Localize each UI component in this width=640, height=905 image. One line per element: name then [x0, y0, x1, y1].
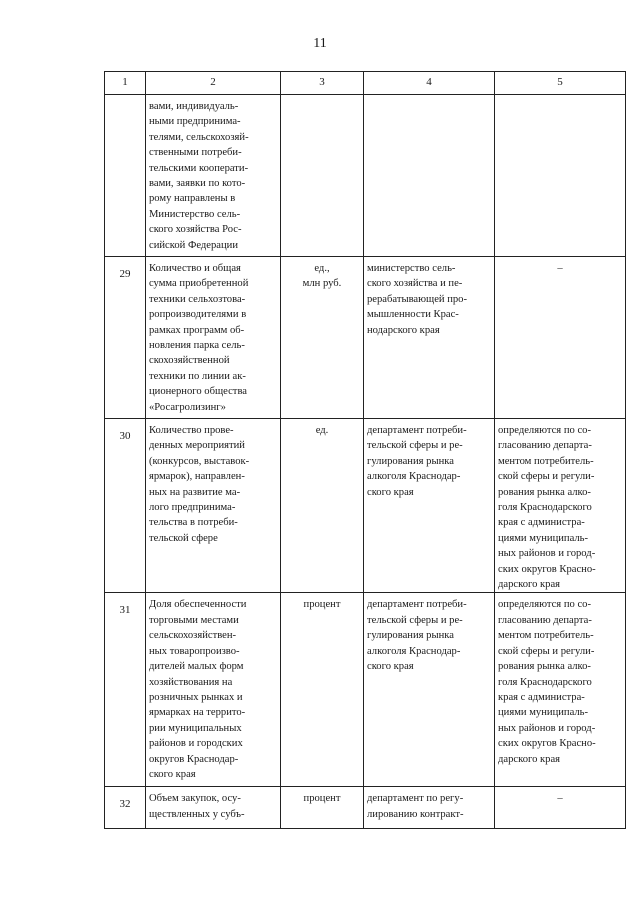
table-row: [105, 593, 626, 787]
row-number: 32: [105, 787, 146, 829]
row-number: 29: [105, 257, 146, 419]
method-cell: [495, 257, 626, 419]
indicator-cell: Количество и общая сумма приобретенной техники сельхозтова- ропроизводителями в рамках программ об- новления парка сель- скохозяйственной техники по линии ак- ционерного общества «Росагролизинг»: [146, 257, 281, 419]
source-cell: департамент потреби- тельской сферы и ре- гулирования рынка алкоголя Краснодар- ского края: [364, 419, 495, 593]
unit-cell: процент: [281, 593, 364, 787]
table-row: [105, 257, 626, 419]
unit-cell: ед., млн руб.: [281, 257, 364, 419]
header-col-2: 2: [146, 72, 281, 95]
table-row: [105, 787, 626, 829]
indicator-cell: Количество прове- денных мероприятий (конкурсов, выставок- ярмарок), направлен- ных на развитие ма- лого предпринима- тельства в потреби- тельской сфере: [146, 419, 281, 593]
method-cell: [495, 787, 626, 829]
header-col-3: 3: [281, 72, 364, 95]
row-number: 31: [105, 593, 146, 787]
method-cell: определяются по со- гласованию департа- ментом потребитель- ской сферы и регули- рования рынка алко- голя Краснодарского края с администра- циями муниципаль- ных районов и город- ских округов Красно- дарского края: [495, 419, 626, 593]
source-cell: [364, 95, 495, 257]
method-cell: [495, 95, 626, 257]
method-cell: определяются по со- гласованию департа- ментом потребитель- ской сферы и регули- рования рынка алко- голя Краснодарского края с администра- циями муниципаль- ных районов и город- ских округов Красно- дарского края: [495, 593, 626, 787]
source-cell: министерство сель- ского хозяйства и пе- рерабатывающей про- мышленности Крас- нодарского края: [364, 257, 495, 419]
header-col-4: 4: [364, 72, 495, 95]
unit-cell: [281, 95, 364, 257]
unit-cell: ед.: [281, 419, 364, 593]
header-col-1: 1: [105, 72, 146, 95]
indicator-cell: Доля обеспеченности торговыми местами сельскохозяйствен- ных товаропроизво- дителей малых форм хозяйствования на розничных рынках и ярмарках на террито- рии муниципальных районов и городских округов Краснодар- ского края: [146, 593, 281, 787]
unit-cell: процент: [281, 787, 364, 829]
row-number: 30: [105, 419, 146, 593]
dash-mark: –: [557, 793, 563, 805]
header-col-5: 5: [495, 72, 626, 95]
table-row: [105, 419, 626, 593]
indicator-cell: вами, индивидуаль- ными предпринима- телями, сельскохозяй- ственными потреби- тельскими кооперати- вами, заявки по кото- рому направлены в Министерство сель- ского хозяйства Рос- сийской Федерации: [146, 95, 281, 257]
table-row: [105, 95, 626, 257]
source-cell: департамент потреби- тельской сферы и ре- гулирования рынка алкоголя Краснодар- ского края: [364, 593, 495, 787]
indicator-cell: Объем закупок, осу- ществленных у субъ-: [146, 787, 281, 829]
table-header-row: [105, 72, 626, 95]
row-number: [105, 95, 146, 257]
source-cell: департамент по регу- лированию контракт-: [364, 787, 495, 829]
page-number: 11: [313, 36, 327, 51]
indicator-table: [104, 71, 626, 829]
dash-mark: –: [557, 263, 563, 274]
